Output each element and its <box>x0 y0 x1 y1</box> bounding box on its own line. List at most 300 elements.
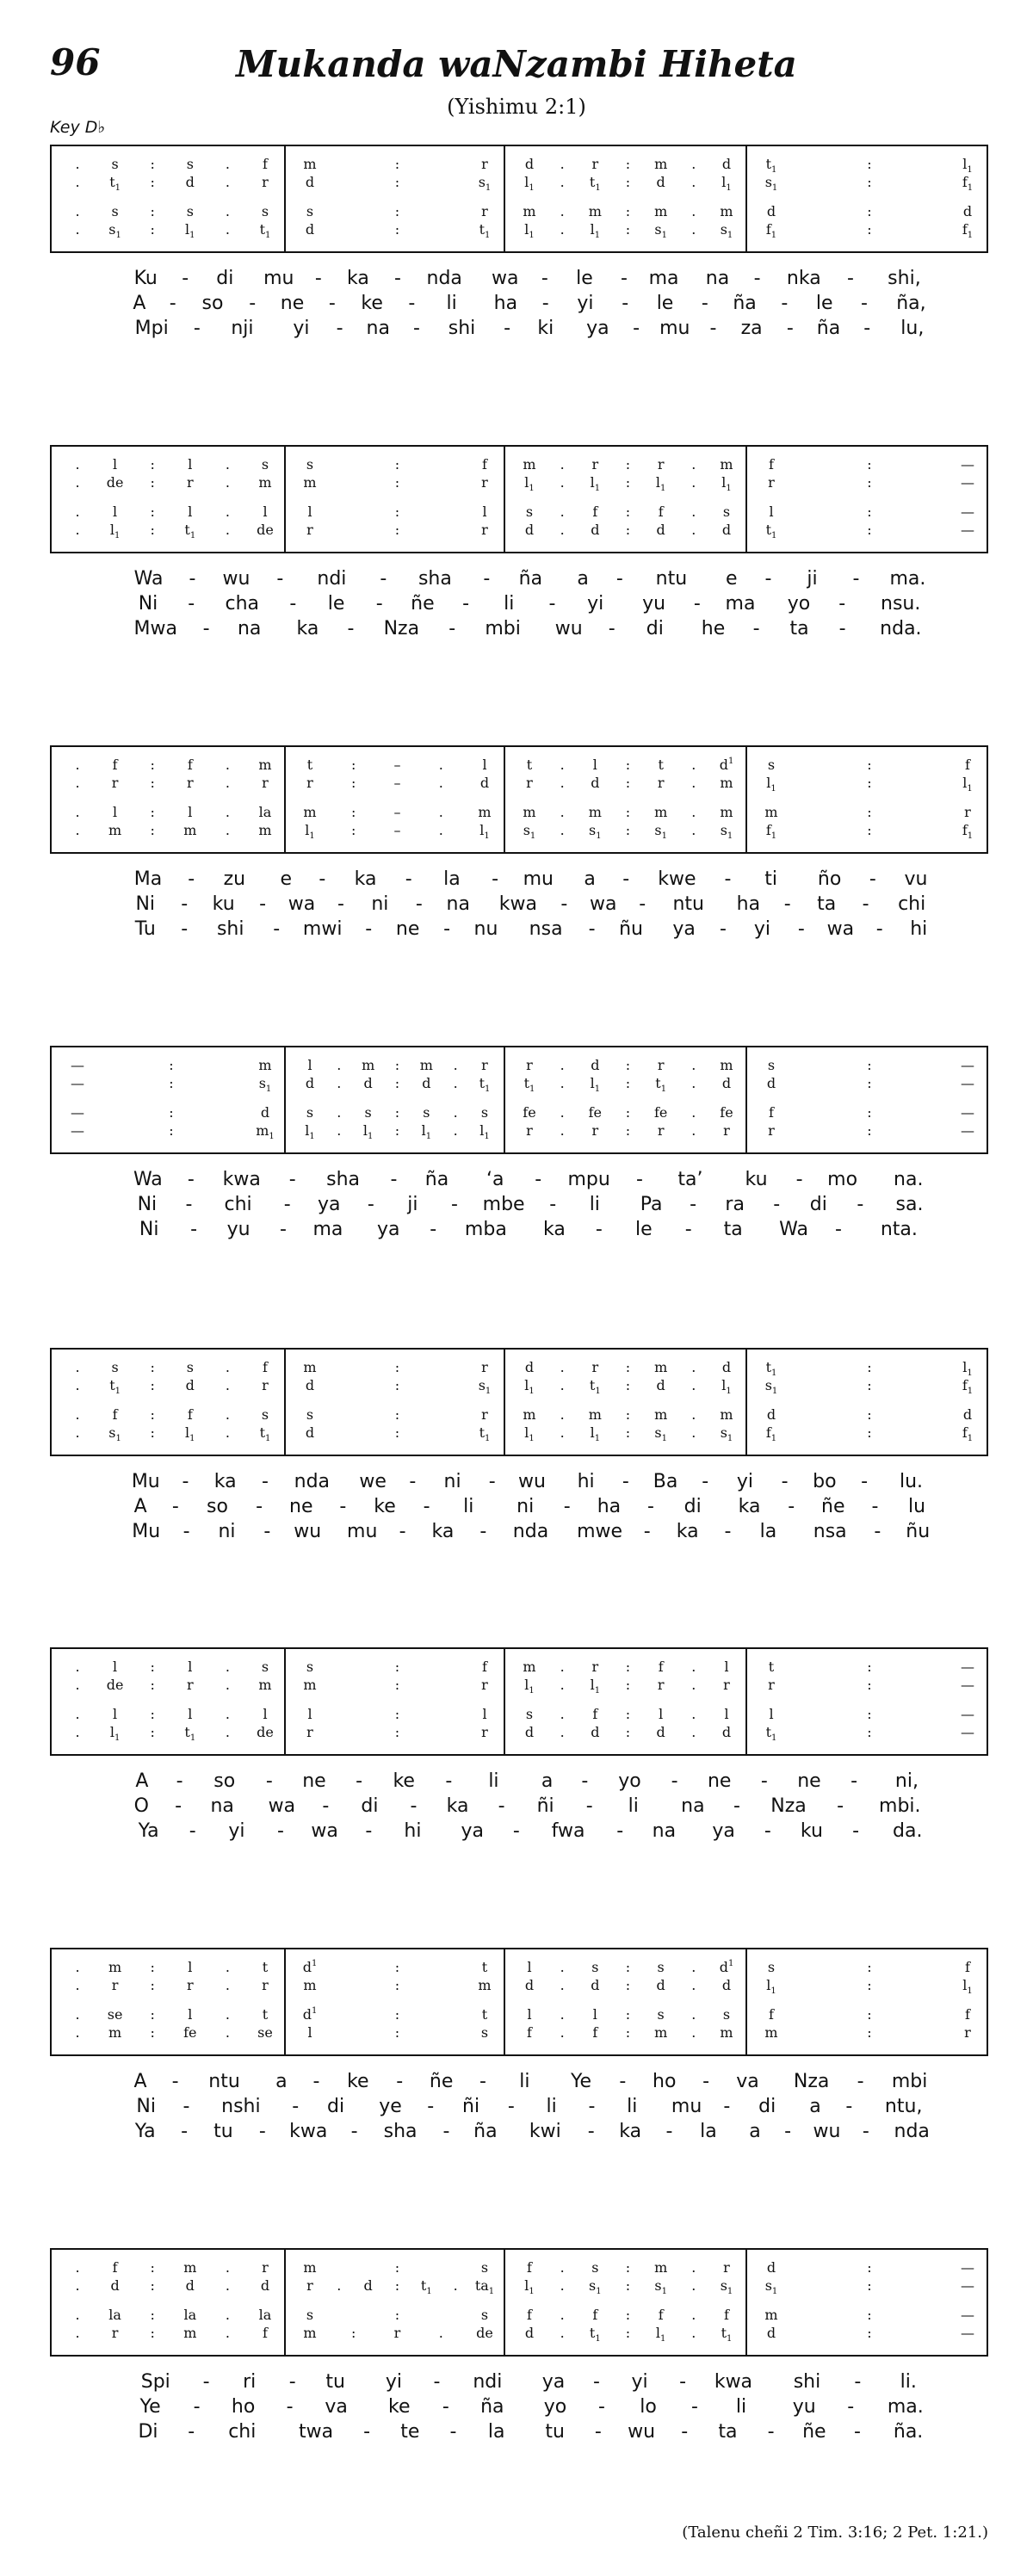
solfa-note: la <box>183 2307 197 2323</box>
solfa-note: r <box>262 775 269 791</box>
lyric-syllable: ña <box>473 2121 498 2142</box>
solfa-note: r <box>481 474 488 491</box>
solfa-note: t <box>481 1959 488 1975</box>
solfa-note: $f_1$ <box>765 221 777 240</box>
lyric-syllable: yi <box>736 1471 754 1492</box>
lyric-syllable: za <box>740 318 763 339</box>
solfa-note: — <box>961 1075 974 1091</box>
solfa-note: l <box>263 1706 268 1722</box>
solfa-note: l <box>188 804 193 820</box>
lyric-syllable: lu, <box>900 318 925 339</box>
lyric-syllable: ra <box>725 1194 745 1215</box>
solfa-note: r <box>591 156 599 172</box>
syllable-hyphen: - <box>595 1219 603 1240</box>
syllable-hyphen: - <box>433 2371 441 2393</box>
lyric-syllable: ña <box>480 2396 504 2418</box>
beat-separator: . <box>225 1359 230 1375</box>
lyric-syllable: Ni <box>135 893 156 915</box>
syllable-hyphen: - <box>633 318 640 339</box>
beat-separator: . <box>560 775 565 791</box>
syllable-hyphen: - <box>535 1169 542 1190</box>
beat-separator: : <box>625 2325 631 2341</box>
beat-separator: : <box>867 1724 872 1740</box>
lyric-syllable: nda <box>426 268 462 289</box>
syllable-hyphen: - <box>483 568 491 590</box>
beat-separator: : <box>150 1977 155 1993</box>
lyric-syllable: hi <box>404 1820 422 1842</box>
solfa-note: r <box>526 1122 533 1139</box>
voice-part-row <box>52 1056 987 1075</box>
solfa-note: r <box>262 1977 269 1993</box>
lyric-syllable: di <box>327 2096 345 2117</box>
lyric-syllable: mwi <box>302 918 343 940</box>
lyric-syllable: ya <box>461 1820 484 1842</box>
lyric-syllable: a <box>749 2121 761 2142</box>
solfa-note: – <box>393 757 401 773</box>
lyric-syllable: mbi <box>891 2071 928 2092</box>
lyric-syllable: ka <box>354 868 377 890</box>
lyric-syllable: ye <box>379 2096 402 2117</box>
beat-separator: . <box>560 503 565 520</box>
lyric-syllable: va <box>736 2071 759 2092</box>
lyric-syllable: Mpi <box>134 318 169 339</box>
lyric-syllable: ntu <box>208 2071 240 2092</box>
lyric-syllable: ya <box>712 1820 735 1842</box>
lyric-line <box>50 2095 988 2119</box>
solfa-note: d <box>524 1724 535 1740</box>
lyric-line <box>50 567 988 591</box>
syllable-hyphen: - <box>319 868 326 890</box>
solfa-note: — <box>961 1659 974 1675</box>
lyric-syllable: di <box>809 1194 827 1215</box>
solfa-note: $s_1$ <box>108 221 121 240</box>
lyric-syllable: Ni <box>139 1219 159 1240</box>
beat-separator: . <box>75 1406 80 1423</box>
lyric-syllable: te <box>400 2421 420 2443</box>
syllable-hyphen: - <box>786 318 794 339</box>
syllable-hyphen: - <box>507 2096 515 2117</box>
solfa-note: $f_1$ <box>765 1424 777 1443</box>
solfa-note: $t_1$ <box>259 1424 271 1443</box>
syllable-hyphen: - <box>702 2071 710 2092</box>
solfa-note: fe <box>183 2024 197 2041</box>
solfa-note: r <box>591 1359 599 1375</box>
solfa-note: — <box>71 1057 84 1073</box>
beat-separator: . <box>691 1724 696 1740</box>
voice-part-row <box>52 1723 987 1742</box>
solfa-note: $s_1$ <box>654 1424 667 1443</box>
lyric-syllable: sa. <box>895 1194 924 1215</box>
solfa-note: f <box>527 2307 532 2323</box>
beat-separator: : <box>150 1377 155 1393</box>
beat-separator: : <box>867 1075 872 1091</box>
beat-separator: . <box>75 2307 80 2323</box>
lyric-syllable: Ni <box>136 2096 156 2117</box>
beat-separator: : <box>625 775 631 791</box>
solfa-note: d <box>185 1377 195 1393</box>
solfa-note: l <box>724 1659 729 1675</box>
lyric-syllable: nji <box>231 318 254 339</box>
solfa-note: $s_1$ <box>720 822 733 841</box>
solfa-note: l <box>188 1659 193 1675</box>
solfa-note: $l_1$ <box>590 474 601 493</box>
lyric-syllable: ki <box>537 318 554 339</box>
solfa-note: d <box>260 1104 270 1121</box>
lyric-syllable: nsu. <box>881 593 921 615</box>
voice-part-row <box>52 1424 987 1442</box>
beat-separator: : <box>394 1406 400 1423</box>
lyric-syllable: nda <box>894 2121 930 2142</box>
solfa-note: d <box>591 1724 600 1740</box>
beat-separator: : <box>394 1724 400 1740</box>
solfa-note: s <box>186 203 194 219</box>
syllable-hyphen: - <box>276 568 284 590</box>
lyric-syllable: sha <box>418 568 452 590</box>
beat-separator: : <box>150 2307 155 2323</box>
solfa-note: $t_1$ <box>479 221 491 240</box>
solfa-note: $l_1$ <box>524 1424 535 1443</box>
beat-separator: . <box>560 2024 565 2041</box>
solfa-note: de <box>476 2325 493 2341</box>
solfa-note: l <box>113 1659 118 1675</box>
beat-separator: : <box>150 221 155 238</box>
lyric-syllable: hi <box>577 1471 595 1492</box>
lyric-syllable: twa <box>299 2421 334 2443</box>
beat-separator: : <box>867 503 872 520</box>
solfa-note: m <box>303 1977 317 1993</box>
lyric-syllable: na <box>705 268 730 289</box>
solfa-note: $l_1$ <box>524 474 535 493</box>
syllable-hyphen: - <box>202 618 210 639</box>
lyric-syllable: la <box>759 1521 777 1542</box>
lyric-syllable: wu <box>554 618 583 639</box>
syllable-hyphen: - <box>312 2071 320 2092</box>
beat-separator: : <box>150 2024 155 2041</box>
solfa-note: t <box>262 1959 269 1975</box>
syllable-hyphen: - <box>851 1770 858 1792</box>
beat-separator: : <box>867 221 872 238</box>
lyric-syllable: mu <box>347 1521 378 1542</box>
voice-part-row <box>52 1658 987 1677</box>
lyric-syllable: wa <box>826 918 855 940</box>
solfa-note: s <box>306 1406 314 1423</box>
beat-separator: : <box>351 822 356 838</box>
solfa-note: — <box>71 1104 84 1121</box>
solfa-note: $t_1$ <box>184 1724 196 1743</box>
voice-part-row <box>52 1121 987 1140</box>
solfa-note: r <box>481 522 488 538</box>
lyric-syllable: lo <box>640 2396 657 2418</box>
solfa-note: d <box>524 156 535 172</box>
solfa-note: $s_1$ <box>589 2277 602 2296</box>
solfa-note: $l_1$ <box>185 221 195 240</box>
beat-separator: : <box>394 174 400 190</box>
solfa-note: d <box>422 1075 431 1091</box>
solfa-note: $l_1$ <box>305 1122 315 1141</box>
lyric-syllable: Wa <box>779 1219 808 1240</box>
lyric-syllable: fwa <box>551 1820 585 1842</box>
syllable-hyphen: - <box>263 1521 271 1542</box>
hymn-number: 96 <box>50 41 101 83</box>
solfa-note: m <box>720 804 733 820</box>
beat-separator: . <box>453 1075 458 1091</box>
beat-separator: . <box>560 757 565 773</box>
lyric-syllable: na <box>366 318 390 339</box>
syllable-hyphen: - <box>202 2371 210 2393</box>
beat-separator: : <box>169 1104 174 1121</box>
lyric-syllable: e <box>280 868 293 890</box>
solfa-note: $t_1$ <box>109 174 121 193</box>
lyric-syllable: e <box>725 568 738 590</box>
syllable-hyphen: - <box>724 1521 732 1542</box>
syllable-hyphen: - <box>723 2096 731 2117</box>
solfa-note: f <box>263 2325 268 2341</box>
lyric-syllable: ka <box>346 268 369 289</box>
voice-part-row <box>52 202 987 221</box>
syllable-hyphen: - <box>336 318 343 339</box>
staff-box <box>50 1046 988 1154</box>
beat-separator: : <box>625 156 631 172</box>
staff-box <box>50 1647 988 1756</box>
syllable-hyphen: - <box>488 1471 496 1492</box>
beat-separator: : <box>625 456 631 473</box>
beat-separator: : <box>169 1075 174 1091</box>
lyric-syllable: ntu, <box>884 2096 923 2117</box>
solfa-note: s <box>111 1359 119 1375</box>
beat-separator: : <box>150 503 155 520</box>
solfa-note: $ta_1$ <box>474 2277 495 2296</box>
solfa-note: l <box>113 804 118 820</box>
syllable-hyphen: - <box>643 1521 651 1542</box>
lyric-syllable: shi, <box>888 268 921 289</box>
solfa-note: l <box>527 1959 532 1975</box>
syllable-hyphen: - <box>541 268 548 289</box>
solfa-note: $f_1$ <box>962 822 974 841</box>
syllable-hyphen: - <box>752 618 760 639</box>
beat-separator: . <box>75 1706 80 1722</box>
syllable-hyphen: - <box>445 1770 453 1792</box>
beat-separator: . <box>225 503 230 520</box>
beat-separator: : <box>867 1104 872 1121</box>
lyric-syllable: ña <box>733 293 757 314</box>
beat-separator: . <box>691 1377 696 1393</box>
solfa-note: $f_1$ <box>962 1424 974 1443</box>
solfa-note: m <box>720 456 733 473</box>
solfa-note: $s_1$ <box>654 822 667 841</box>
lyric-syllable: kwi <box>529 2121 561 2142</box>
solfa-note: d <box>591 522 600 538</box>
syllable-hyphen: - <box>733 1795 740 1817</box>
beat-separator: : <box>150 822 155 838</box>
solfa-note: m <box>523 804 536 820</box>
lyric-syllable: mbe <box>482 1194 525 1215</box>
beat-separator: : <box>867 156 872 172</box>
lyric-syllable: na <box>237 618 262 639</box>
solfa-note: f <box>658 503 664 520</box>
voice-part-row <box>52 220 987 239</box>
lyric-syllable: li <box>627 2096 638 2117</box>
beat-separator: . <box>560 1724 565 1740</box>
lyric-syllable: ñi <box>536 1795 554 1817</box>
lyric-syllable: A <box>133 293 146 314</box>
syllable-hyphen: - <box>857 1194 864 1215</box>
music-system <box>50 1348 988 1649</box>
lyric-syllable: Ni <box>137 1194 158 1215</box>
beat-separator: . <box>75 775 80 791</box>
lyric-syllable: ne <box>289 1496 313 1517</box>
beat-separator: . <box>337 1122 342 1139</box>
solfa-note: f <box>658 2307 664 2323</box>
solfa-note: de <box>106 1677 124 1693</box>
beat-separator: : <box>394 474 400 491</box>
lyric-syllable: tu <box>213 2121 233 2142</box>
syllable-hyphen: - <box>875 918 883 940</box>
solfa-note: r <box>657 456 665 473</box>
solfa-note: r <box>262 2259 269 2276</box>
syllable-hyphen: - <box>753 268 761 289</box>
syllable-hyphen: - <box>647 1496 655 1517</box>
lyric-syllable: lu. <box>899 1471 924 1492</box>
syllable-hyphen: - <box>390 1169 398 1190</box>
solfa-note: r <box>393 2325 401 2341</box>
solfa-note: r <box>723 2259 730 2276</box>
syllable-hyphen: - <box>797 918 805 940</box>
lyric-line <box>50 893 988 917</box>
syllable-hyphen: - <box>193 318 201 339</box>
solfa-note: r <box>526 1057 533 1073</box>
beat-separator: . <box>560 822 565 838</box>
solfa-note: – <box>393 804 401 820</box>
syllable-hyphen: - <box>193 2396 201 2418</box>
syllable-hyphen: - <box>690 1194 697 1215</box>
solfa-note: $t_1$ <box>765 522 777 541</box>
lyric-syllable: ha <box>597 1496 622 1517</box>
lyric-syllable: li <box>504 593 515 615</box>
solfa-note: r <box>591 1659 599 1675</box>
beat-separator: : <box>394 2024 400 2041</box>
beat-separator: . <box>225 2277 230 2294</box>
solfa-note: m <box>258 474 272 491</box>
syllable-hyphen: - <box>665 2121 673 2142</box>
solfa-note: f <box>482 1659 487 1675</box>
solfa-note: f <box>263 1359 268 1375</box>
syllable-hyphen: - <box>504 318 511 339</box>
solfa-note: l <box>724 1706 729 1722</box>
solfa-note: $f_1$ <box>962 174 974 193</box>
solfa-note: $l_1$ <box>524 1677 535 1696</box>
voice-part-row <box>52 1676 987 1695</box>
syllable-hyphen: - <box>587 2121 595 2142</box>
syllable-hyphen: - <box>541 293 549 314</box>
beat-separator: : <box>150 1724 155 1740</box>
lyric-syllable: Wa <box>133 568 164 590</box>
solfa-note: l <box>527 2006 532 2023</box>
solfa-note: — <box>961 1677 974 1693</box>
lyric-syllable: Wa <box>133 1169 163 1190</box>
beat-separator: : <box>394 1677 400 1693</box>
lyric-syllable: so <box>207 1496 228 1517</box>
solfa-note: $t_1$ <box>765 1359 777 1378</box>
lyric-syllable: ya <box>377 1219 400 1240</box>
beat-separator: : <box>867 522 872 538</box>
beat-separator: : <box>150 1359 155 1375</box>
syllable-hyphen: - <box>280 1219 287 1240</box>
beat-separator: : <box>150 156 155 172</box>
voice-part-row <box>52 803 987 822</box>
solfa-note: s <box>364 1104 372 1121</box>
lyric-line <box>50 1495 988 1519</box>
beat-separator: . <box>691 1659 696 1675</box>
solfa-note: r <box>186 474 194 491</box>
syllable-hyphen: - <box>671 1770 678 1792</box>
lyric-syllable: va <box>325 2396 348 2418</box>
lyric-syllable: ndi <box>473 2371 503 2393</box>
solfa-note: d <box>110 2277 120 2294</box>
lyric-syllable: ji <box>407 1194 418 1215</box>
lyric-syllable: nshi <box>221 2096 261 2117</box>
syllable-hyphen: - <box>861 1471 869 1492</box>
lyric-syllable: la <box>487 2421 505 2443</box>
solfa-note: $l_1$ <box>479 1122 490 1141</box>
solfa-note: r <box>964 2024 971 2041</box>
beat-separator: . <box>225 1706 230 1722</box>
syllable-hyphen: - <box>365 1820 373 1842</box>
music-system <box>50 1046 988 1347</box>
lyric-syllable: ta <box>817 893 837 915</box>
scripture-reference: (Yishimu 2:1) <box>447 95 586 119</box>
syllable-hyphen: - <box>845 2096 853 2117</box>
solfa-note: s <box>722 2006 731 2023</box>
solfa-note: $t_1$ <box>523 1075 535 1094</box>
lyric-syllable: ña, <box>896 293 926 314</box>
solfa-note: t <box>262 2006 269 2023</box>
syllable-hyphen: - <box>256 1496 263 1517</box>
beat-separator: . <box>560 2307 565 2323</box>
beat-separator: . <box>225 1377 230 1393</box>
syllable-hyphen: - <box>181 918 189 940</box>
beat-separator: . <box>75 804 80 820</box>
syllable-hyphen: - <box>764 568 772 590</box>
lyric-syllable: Ku <box>133 268 158 289</box>
lyric-syllable: mbi. <box>879 1795 921 1817</box>
beat-separator: . <box>560 522 565 538</box>
lyric-line <box>50 2395 988 2419</box>
solfa-note: s <box>657 1959 665 1975</box>
voice-part-row <box>52 173 987 192</box>
beat-separator: : <box>351 804 356 820</box>
lyric-syllable: ño <box>817 868 842 890</box>
syllable-hyphen: - <box>588 918 596 940</box>
lyric-line <box>50 2370 988 2394</box>
beat-separator: : <box>867 1677 872 1693</box>
solfa-note: $t_1$ <box>721 2325 733 2344</box>
solfa-note: m <box>654 2024 668 2041</box>
solfa-note: f <box>724 2307 729 2323</box>
solfa-note: s <box>306 1104 314 1121</box>
beat-separator: : <box>150 757 155 773</box>
solfa-note: t <box>768 1659 775 1675</box>
lyric-syllable: li <box>463 1496 474 1517</box>
syllable-hyphen: - <box>289 593 297 615</box>
solfa-note: fe <box>523 1104 536 1121</box>
solfa-note: $l_1$ <box>721 174 732 193</box>
solfa-note: fe <box>588 1104 603 1121</box>
beat-separator: : <box>150 1406 155 1423</box>
syllable-hyphen: - <box>182 268 189 289</box>
voice-part-row <box>52 1074 987 1093</box>
beat-separator: . <box>560 804 565 820</box>
syllable-hyphen: - <box>563 1496 571 1517</box>
